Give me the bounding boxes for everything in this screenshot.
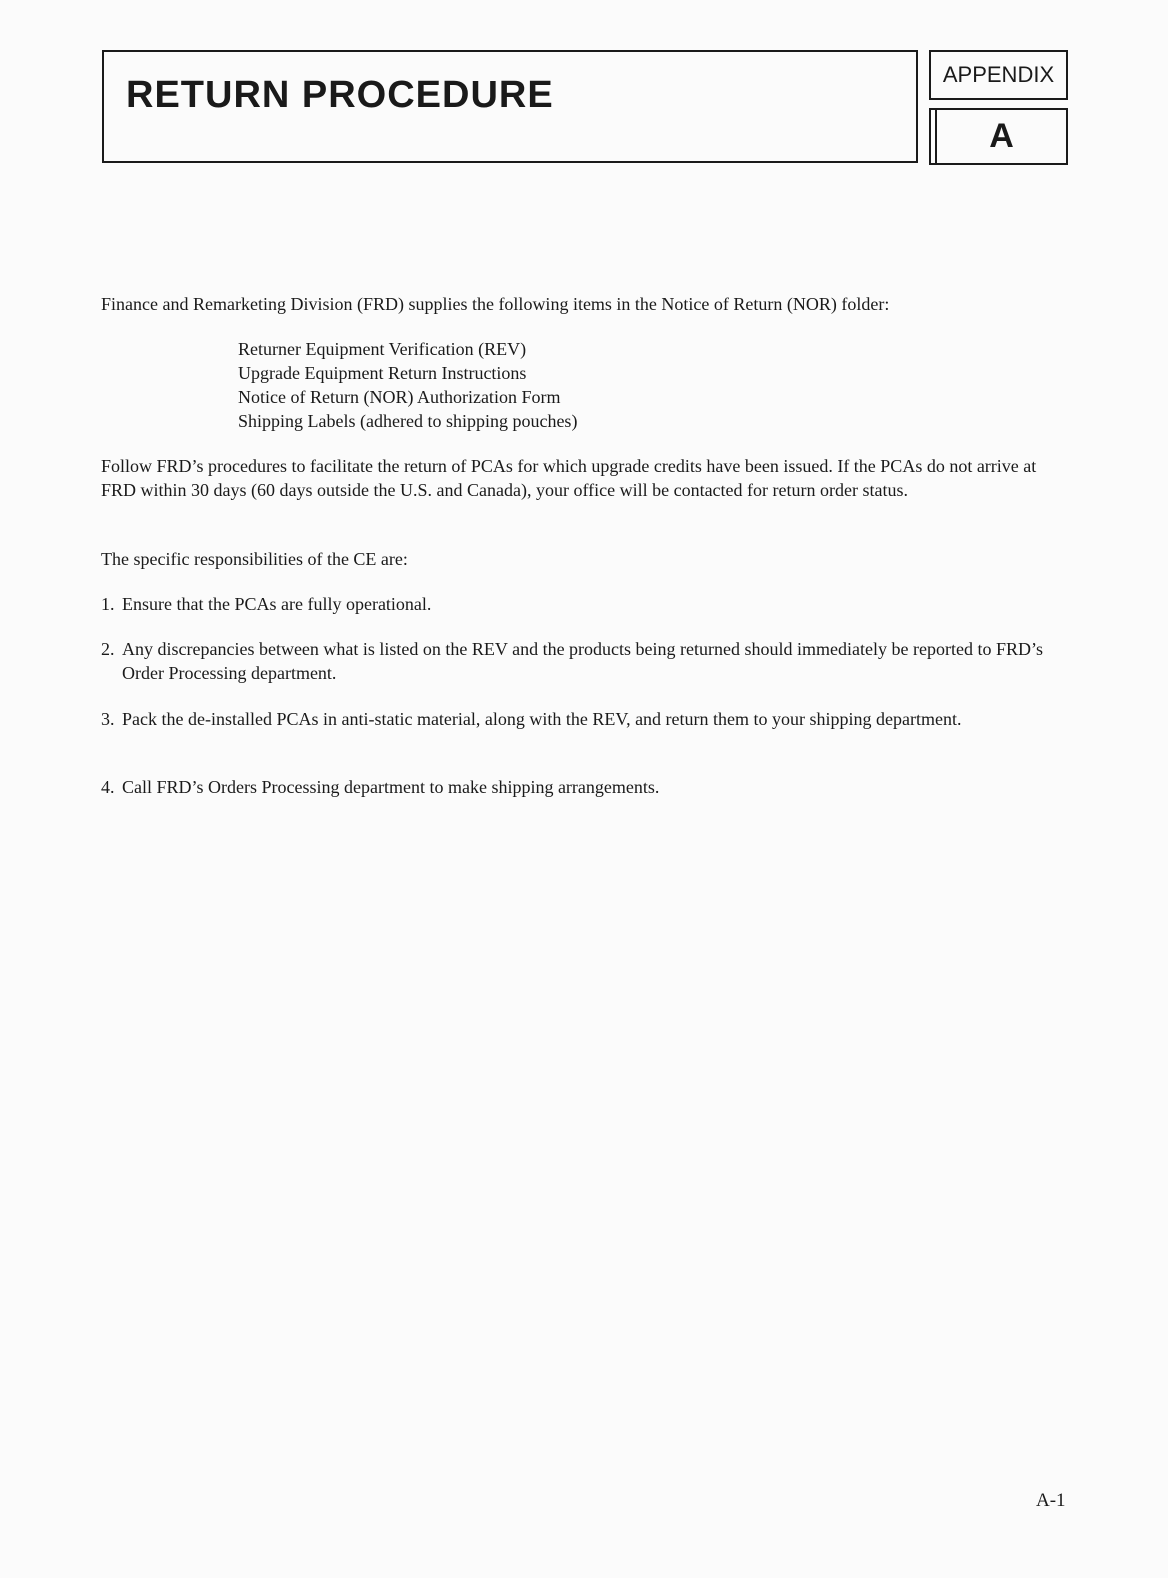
page-number: A-1 <box>1036 1490 1066 1511</box>
page-title: RETURN PROCEDURE <box>126 74 554 116</box>
step-text: Any discrepancies between what is listed on the REV and the products being returned should immediately be reported to FRD’s Order Processing department. <box>122 639 1043 683</box>
step-text: Pack the de-installed PCAs in anti-static material, along with the REV, and return them to your shipping department. <box>122 709 962 729</box>
procedure-paragraph: Follow FRD’s procedures to facilitate the return of PCAs for which upgrade credits have been issued. If the PCAs do not arrive at FRD within 30 days (60 days outside the U.S. and Canada), your office will be contacted for return order status. <box>101 456 1037 500</box>
responsibilities-intro: The specific responsibilities of the CE are: <box>101 549 408 569</box>
list-item: Notice of Return (NOR) Authorization Form <box>238 387 561 407</box>
list-item: Returner Equipment Verification (REV) <box>238 339 527 359</box>
title-box <box>102 50 918 163</box>
step-item <box>101 592 1071 616</box>
list-item: Shipping Labels (adhered to shipping pouches) <box>238 411 578 431</box>
intro-paragraph: Finance and Remarketing Division (FRD) supplies the following items in the Notice of Return (NOR) folder: <box>101 294 890 314</box>
step-item <box>101 775 1071 799</box>
appendix-label: APPENDIX <box>929 50 1068 100</box>
step-number: 3. <box>101 709 115 729</box>
step-number: 2. <box>101 639 115 659</box>
step-item <box>101 637 1071 685</box>
folder-items-list <box>238 337 577 433</box>
step-number: 1. <box>101 594 115 614</box>
list-item: Upgrade Equipment Return Instructions <box>238 363 527 383</box>
appendix-letter: A <box>935 110 1066 163</box>
step-number: 4. <box>101 777 115 797</box>
appendix-letter-box <box>929 108 1068 165</box>
step-text: Call FRD’s Orders Processing department to make shipping arrangements. <box>122 777 660 797</box>
step-text: Ensure that the PCAs are fully operational. <box>122 594 432 614</box>
step-item <box>101 707 1071 731</box>
